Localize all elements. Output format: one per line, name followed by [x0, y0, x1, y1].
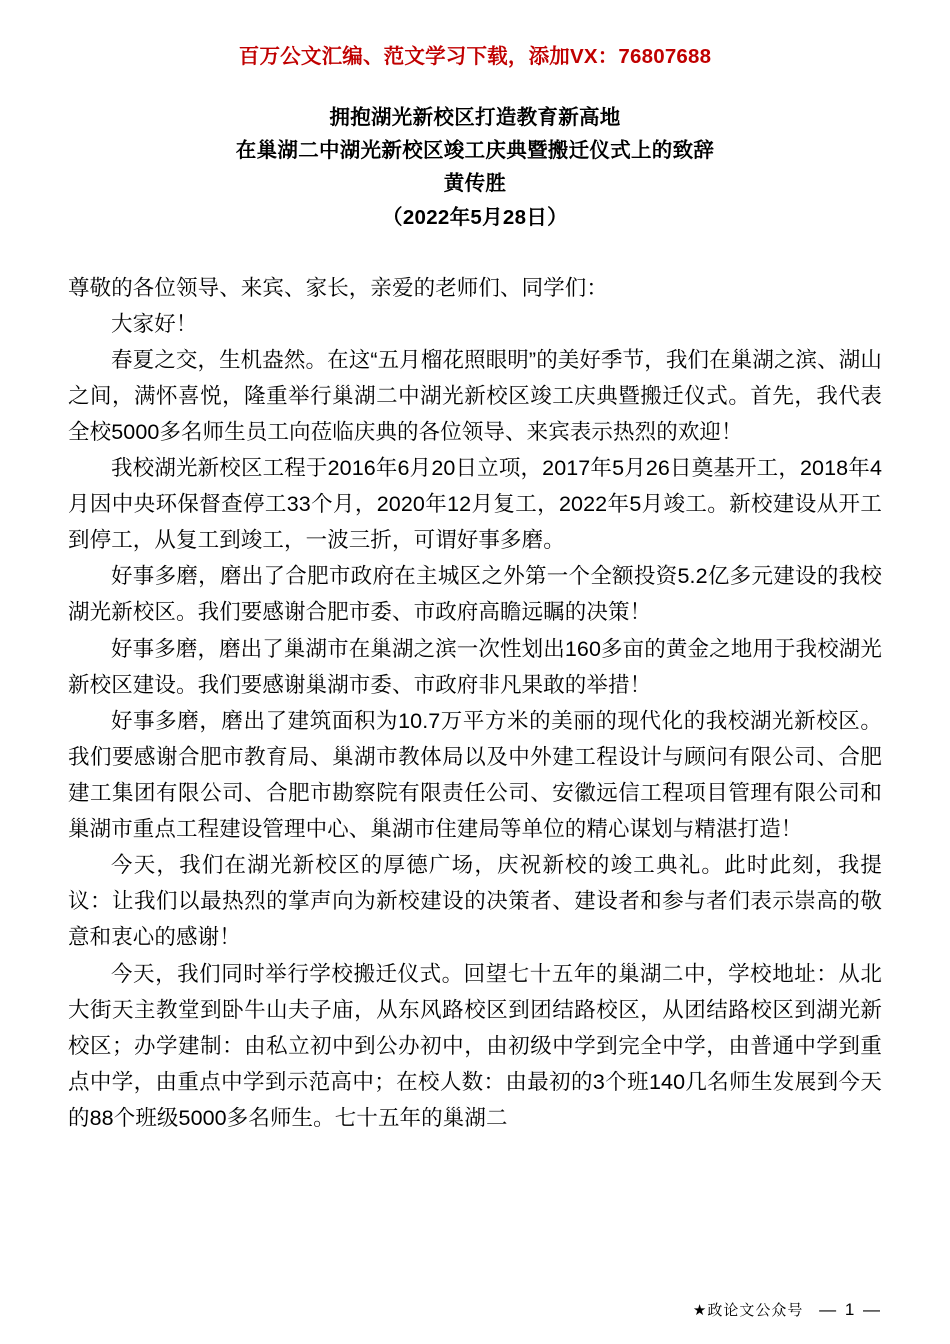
body-paragraph: 今天，我们同时举行学校搬迁仪式。回望七十五年的巢湖二中，学校地址：从北大街天主教堂到卧牛山夫子庙，从东风路校区到团结路校区，从团结路校区到湖光新校区；办学建制：由私立初中到公办初中，由初级中学到完全中学，由普通中学到重点中学，由重点中学到示范高中；在校人数：由最初的3个班140几名师生发展到今天的88个班级5000多名师生。七十五年的巢湖二 — [68, 961, 882, 1131]
promo-banner: 百万公文汇编、范文学习下载，添加VX：76807688 — [238, 45, 712, 68]
body-paragraph: 今天，我们在湖光新校区的厚德广场，庆祝新校的竣工典礼。此时此刻，我提议：让我们以最热烈的掌声向为新校建设的决策者、建设者和参与者们表示崇高的敬意和衷心的感谢！ — [68, 853, 882, 950]
body-paragraph: 好事多磨，磨出了巢湖市在巢湖之滨一次性划出160多亩的黄金之地用于我校湖光新校区建设。我们要感谢巢湖市委、市政府非凡果敢的举措！ — [68, 636, 882, 697]
title-block — [68, 101, 882, 236]
document-title-line-2: 在巢湖二中湖光新校区竣工庆典暨搬迁仪式上的致辞 — [235, 138, 715, 162]
body-paragraph: 好事多磨，磨出了建筑面积为10.7万平方米的美丽的现代化的我校湖光新校区。我们要感谢合肥市教育局、巢湖市教体局以及中外建工程设计与顾问有限公司、合肥建工集团有限公司、合肥市勘察院有限责任公司、安徽远信工程项目管理有限公司和巢湖市重点工程建设管理中心、巢湖市住建局等单位的精心谋划与精湛打造！ — [68, 708, 882, 842]
body-paragraph: 我校湖光新校区工程于2016年6月20日立项，2017年5月26日奠基开工，2018年4月因中央环保督查停工33个月，2020年12月复工，2022年5月竣工。新校建设从开工到停工，从复工到竣工，一波三折，可谓好事多磨。 — [68, 456, 882, 553]
document-date: （2022年5月28日） — [382, 206, 568, 230]
body-paragraph: 好事多磨，磨出了合肥市政府在主城区之外第一个全额投资5.2亿多元建设的我校湖光新校区。我们要感谢合肥市委、市政府高瞻远瞩的决策！ — [68, 564, 882, 625]
page-footer — [0, 1299, 950, 1320]
footer-watermark: ★政论文公众号 — [692, 1302, 804, 1319]
document-title-line-1: 拥抱湖光新校区打造教育新高地 — [329, 105, 621, 129]
salutation: 尊敬的各位领导、来宾、家长，亲爱的老师们、同学们： — [68, 275, 609, 300]
body-paragraph: 春夏之交，生机盎然。在这“五月榴花照眼明”的美好季节，我们在巢湖之滨、湖山之间，满怀喜悦，隆重举行巢湖二中湖光新校区竣工庆典暨搬迁仪式。首先，我代表全校5000多名师生员工向莅临庆典的各位领导、来宾表示热烈的欢迎！ — [68, 347, 882, 444]
document-body — [68, 270, 882, 1137]
page-number: — 1 — — [819, 1300, 882, 1319]
document-author: 黄传胜 — [443, 172, 507, 196]
body-paragraph: 大家好！ — [111, 311, 198, 336]
